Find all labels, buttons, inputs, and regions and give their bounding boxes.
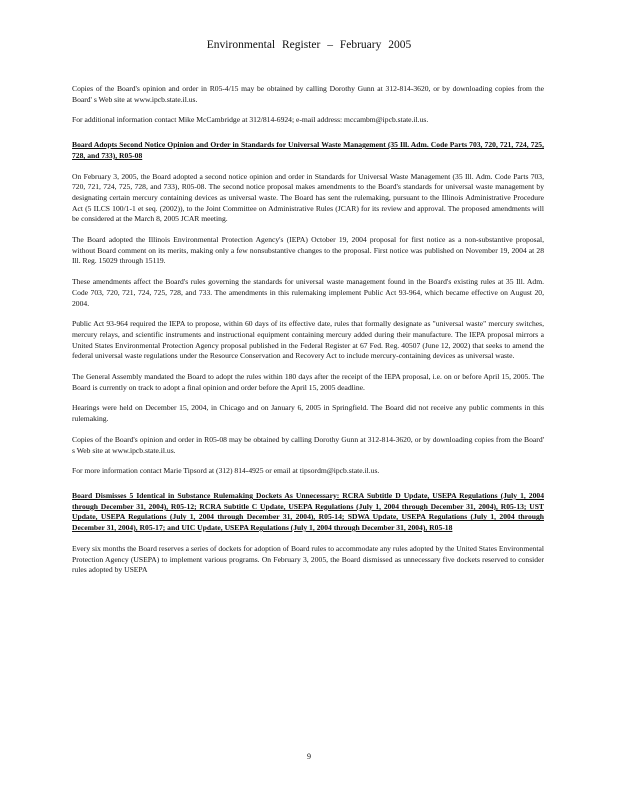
paragraph: Copies of the Board's opinion and order in R05-08 may be obtained by calling Dorothy Gunn at 312-814-3620, or by downloading copies from the Board' s Web site at www.ipcb.state.il.us. xyxy=(72,434,544,455)
paragraph: Every six months the Board reserves a series of dockets for adoption of Board rules to accommodate any rules adopted by the United States Environmental Protection Agency (USEPA) to implement various programs. On February 3, 2005, the Board dismissed as unnecessary five dockets reserved to consider rules adopted by USEPA xyxy=(72,543,544,575)
paragraph: Public Act 93-964 required the IEPA to propose, within 60 days of its effective date, rules that formally designate as "universal waste" mercury switches, mercury relays, and scientific instruments and instructional equipment containing mercury added during their manufacture. The IEPA proposal mirrors a United States Environmental Protection Agency proposal published in the Federal Register at 67 Fed. Reg. 40507 (June 12, 2002) that seeks to amend the federal universal waste regulations under the Resource Conservation and Recovery Act to include mercury-containing devices as universal waste. xyxy=(72,319,544,361)
paragraph: For more information contact Marie Tipsord at (312) 814-4925 or email at tipsordm@ipcb.state.il.us. xyxy=(72,466,380,476)
page-number: 9 xyxy=(307,752,311,761)
paragraph: Copies of the Board's opinion and order in R05-4/15 may be obtained by calling Dorothy Gunn at 312-814-3620, or by downloading copies from the Board' s Web site at www.ipcb.state.il.us. xyxy=(72,84,544,104)
paragraph: Hearings were held on December 15, 2004, in Chicago and on January 6, 2005 in Springfield. The Board did not receive any public comments in this rulemaking. xyxy=(72,403,544,424)
paragraph: On February 3, 2005, the Board adopted a second notice opinion and order in Standards for Universal Waste Management (35 Ill. Adm. Code Parts 703, 720, 721, 724, 725, 728, and 733), R05-08. The second notice proposal makes amendments to the Board's standards for universal waste management by designating certain mercury containing devices as universal waste. The Board has sent the rulemaking, pursuant to the Illinois Administrative Procedure Act (5 ILCS 100/1-1 et seq. (2002)), to the Joint Committee on Administrative Rules (JCAR) for its review and approval. The proposed amendments will be considered at the March 8, 2005 JCAR meeting. xyxy=(72,171,544,224)
section-heading: Board Dismisses 5 Identical in Substance Rulemaking Dockets As Unnecessary: RCRA Subtitle D Update, USEPA Regulations (July 1, 2004 through December 31, 2004), R05-12; RCRA Subtitle C Update, USEPA Regulations (July 1, 2004 through December 31, 2004), R05-13; UST Update, USEPA Regulations (July 1, 2004 through December 31, 2004), R05-14; SDWA Update, USEPA Regulations (July 1, 2004 through December 31, 2004), R05-17; and UIC Update, USEPA Regulations (July 1, 2004 through December 31, 2004), R05-18 xyxy=(72,490,544,533)
running-header: Environmental Register – February 2005 xyxy=(206,39,412,51)
paragraph: The General Assembly mandated the Board to adopt the rules within 180 days after the receipt of the IEPA proposal, i.e. on or before April 15, 2005. The Board is currently on track to adopt a final opinion and order before the April 15, 2005 deadline. xyxy=(72,372,544,392)
paragraph: These amendments affect the Board's rules governing the standards for universal waste management found in the Board's existing rules at 35 Ill. Adm. Code 703, 720, 721, 724, 725, 728, and 733. The amendments in this rulemaking implement Public Act 93-964, which became effective on August 20, 2004. xyxy=(72,277,544,308)
paragraph: For additional information contact Mike McCambridge at 312/814-6924; e-mail address: mccambm@ipcb.state.il.us. xyxy=(72,115,429,125)
paragraph: The Board adopted the Illinois Environmental Protection Agency's (IEPA) October 19, 2004 proposal for first notice as a non-substantive proposal, without Board comment on its merits, making only a few nonsubstantive changes to the proposal. First notice was published on November 19, 2004 at 28 Ill. Reg. 15029 through 15119. xyxy=(72,235,544,266)
document-body xyxy=(72,84,544,586)
section-heading: Board Adopts Second Notice Opinion and Order in Standards for Universal Waste Management (35 Ill. Adm. Code Parts 703, 720, 721, 724, 725, 728, and 733), R05-08 xyxy=(72,140,544,160)
